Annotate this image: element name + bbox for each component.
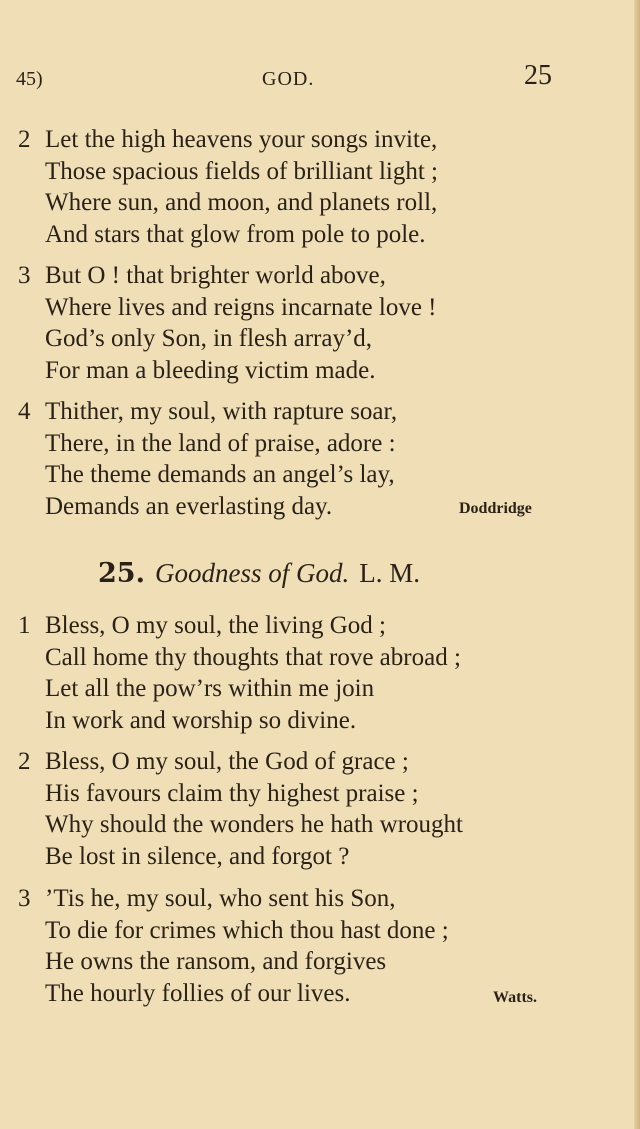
verse-line: Let the high heavens your songs invite, <box>45 126 438 153</box>
page-number: 25 <box>524 60 552 91</box>
verse-line: Call home thy thoughts that rove abroad ; <box>45 643 461 671</box>
header-hymn-ref: 45) <box>16 68 43 90</box>
verse-line: Those spacious fields of brilliant light ; <box>45 157 438 185</box>
verse-line: Thither, my soul, with rapture soar, <box>45 398 398 425</box>
verse-line: Why should the wonders he hath wrought <box>45 811 463 839</box>
page-edge <box>634 0 640 1129</box>
stanza-number: 3 <box>18 885 31 912</box>
stanza-number: 1 <box>18 612 31 639</box>
verse-line: Bless, O my soul, the living God ; <box>45 612 386 639</box>
verse-line: But O ! that brighter world above, <box>45 262 386 289</box>
verse-line: His favours claim thy highest praise ; <box>45 779 419 807</box>
author-attribution: Watts. <box>493 989 537 1006</box>
verse-line: There, in the land of praise, adore : <box>45 429 396 457</box>
verse-line: To die for crimes which thou hast done ; <box>45 916 449 944</box>
hymn-title: Goodness of God. <box>154 558 350 588</box>
author-attribution: Doddridge <box>459 500 532 517</box>
verse-line: ’Tis he, my soul, who sent his Son, <box>45 885 396 912</box>
hymn-meter: L. M. <box>359 558 420 588</box>
stanza-number: 4 <box>18 398 31 425</box>
stanza-number: 2 <box>18 748 31 775</box>
verse-line: In work and worship so divine. <box>45 707 357 735</box>
verse-line: Be lost in silence, and forgot ? <box>45 843 350 871</box>
stanza-number: 3 <box>18 262 31 289</box>
verse-line: Bless, O my soul, the God of grace ; <box>45 748 409 775</box>
hymn-heading <box>98 558 420 589</box>
verse-line: Let all the pow’rs within me join <box>45 675 375 703</box>
verse-line: Demands an everlasting day. <box>45 493 333 521</box>
verse-line: The hourly follies of our lives. <box>45 980 351 1008</box>
verse-line: God’s only Son, in flesh array’d, <box>45 325 373 353</box>
stanza-number: 2 <box>18 126 31 153</box>
verse-line: Where sun, and moon, and planets roll, <box>45 189 438 217</box>
verse-line: For man a bleeding victim made. <box>45 357 376 385</box>
running-title: GOD. <box>262 68 315 90</box>
verse-line: The theme demands an angel’s lay, <box>45 461 395 489</box>
verse-line: Where lives and reigns incarnate love ! <box>45 293 437 321</box>
verse-line: And stars that glow from pole to pole. <box>45 221 426 249</box>
hymn-number: 25. <box>98 558 145 589</box>
verse-line: He owns the ransom, and forgives <box>45 948 387 976</box>
